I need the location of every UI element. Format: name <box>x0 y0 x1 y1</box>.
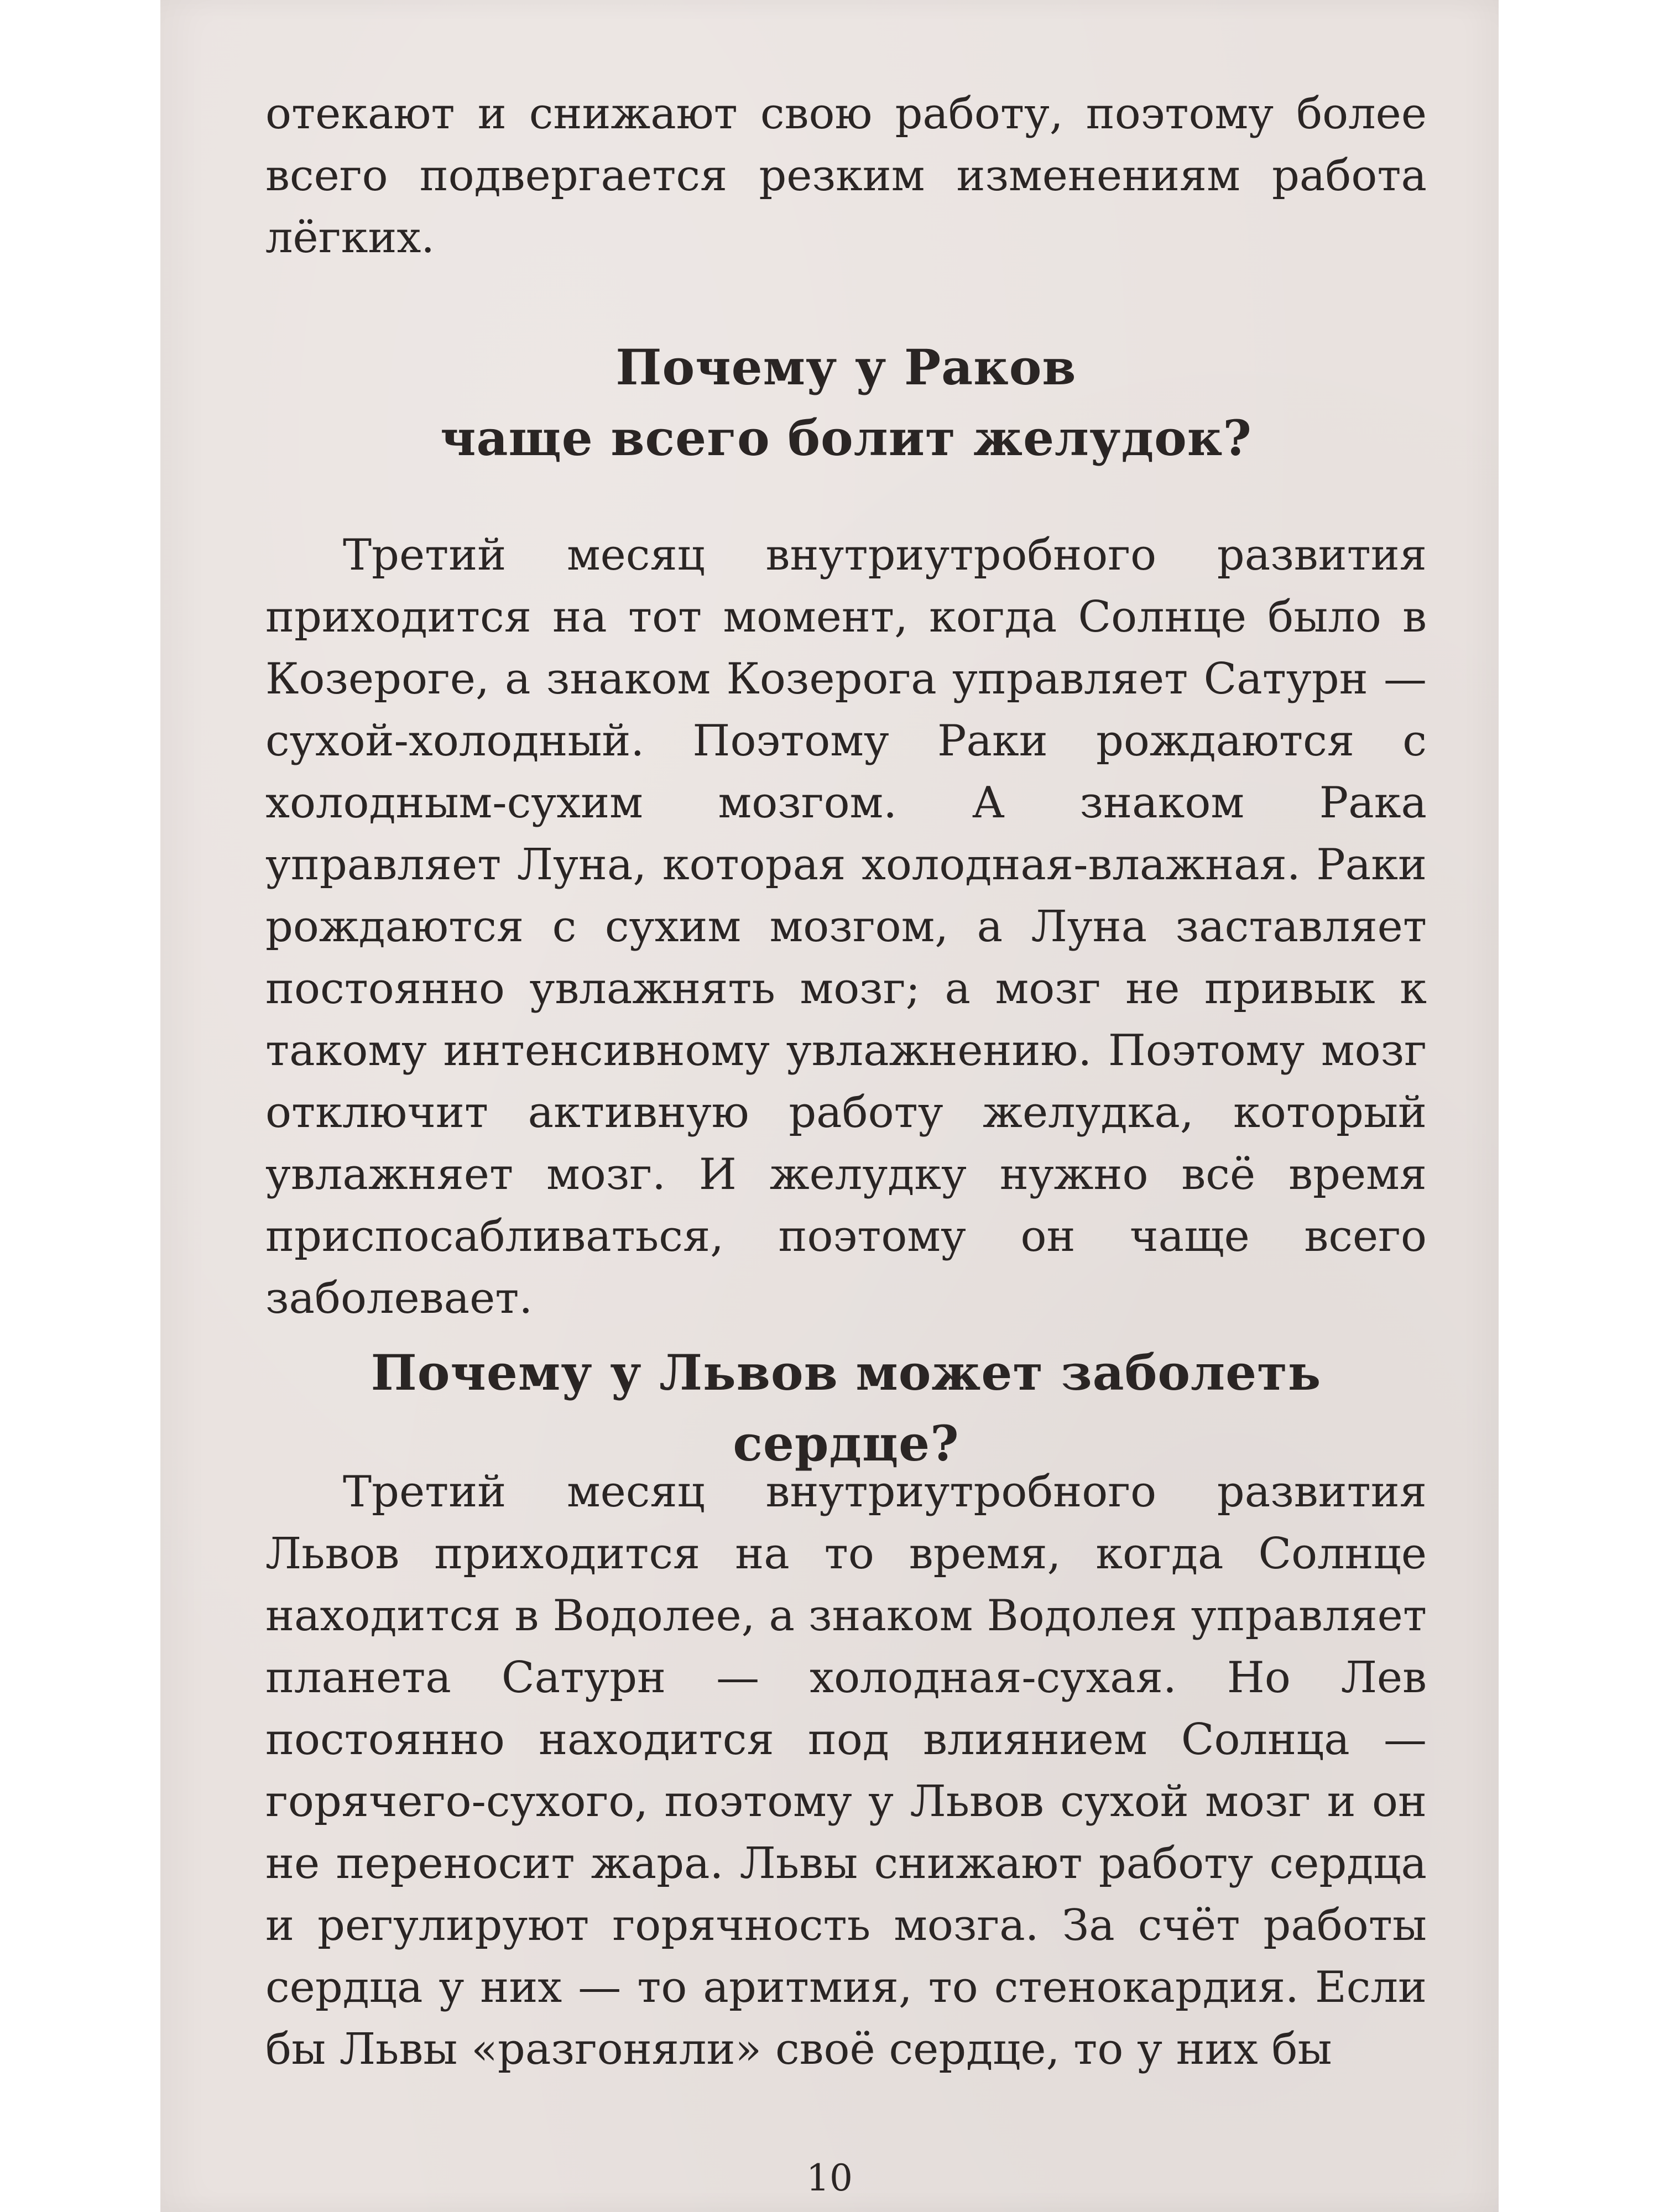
section-heading-cancer <box>265 332 1427 473</box>
section-body-leo: Третий месяц внутриутробного развития Львов приходится на то время, когда Солнце находится в Водолее, а знаком Водолея управляет планета Сатурн — холодная-сухая. Но Лев постоянно находится под влиянием Солнца — горячего-сухого, поэтому у Львов сухой мозг и он не переносит жара. Львы снижают работу сердца и регулируют горячность мозга. За счёт работы сердца у них — то аритмия, то стенокардия. Если бы Львы «разгоняли» своё сердце, то у них бы <box>265 1467 1427 2074</box>
page-number: 10 <box>806 2157 853 2199</box>
heading-line-2: чаще всего болит желудок? <box>440 409 1252 467</box>
continued-paragraph: отекают и снижают свою работу, поэтому более всего подвергается резким изменениям работа лёгких. <box>265 89 1427 263</box>
heading-line-1: Почему у Раков <box>615 338 1077 396</box>
section-body-cancer: Третий месяц внутриутробного развития приходится на тот момент, когда Солнце было в Козероге, а знаком Козерога управляет Сатурн — сухой-холодный. Поэтому Раки рождаются с холодным-сухим мозгом. А знаком Рака управляет Луна, которая холодная-влажная. Раки рождаются с сухим мозгом, а Луна заставляет постоянно увлажнять мозг; а мозг не привык к такому интенсивному увлажнению. Поэтому мозг отключит активную работу желудка, который увлажняет мозг. И желудку нужно всё время приспосабливаться, поэтому он чаще всего заболевает. <box>265 530 1427 1323</box>
section-heading-leo: Почему у Львов может заболеть сердце? <box>371 1344 1322 1472</box>
book-page <box>160 0 1499 2212</box>
